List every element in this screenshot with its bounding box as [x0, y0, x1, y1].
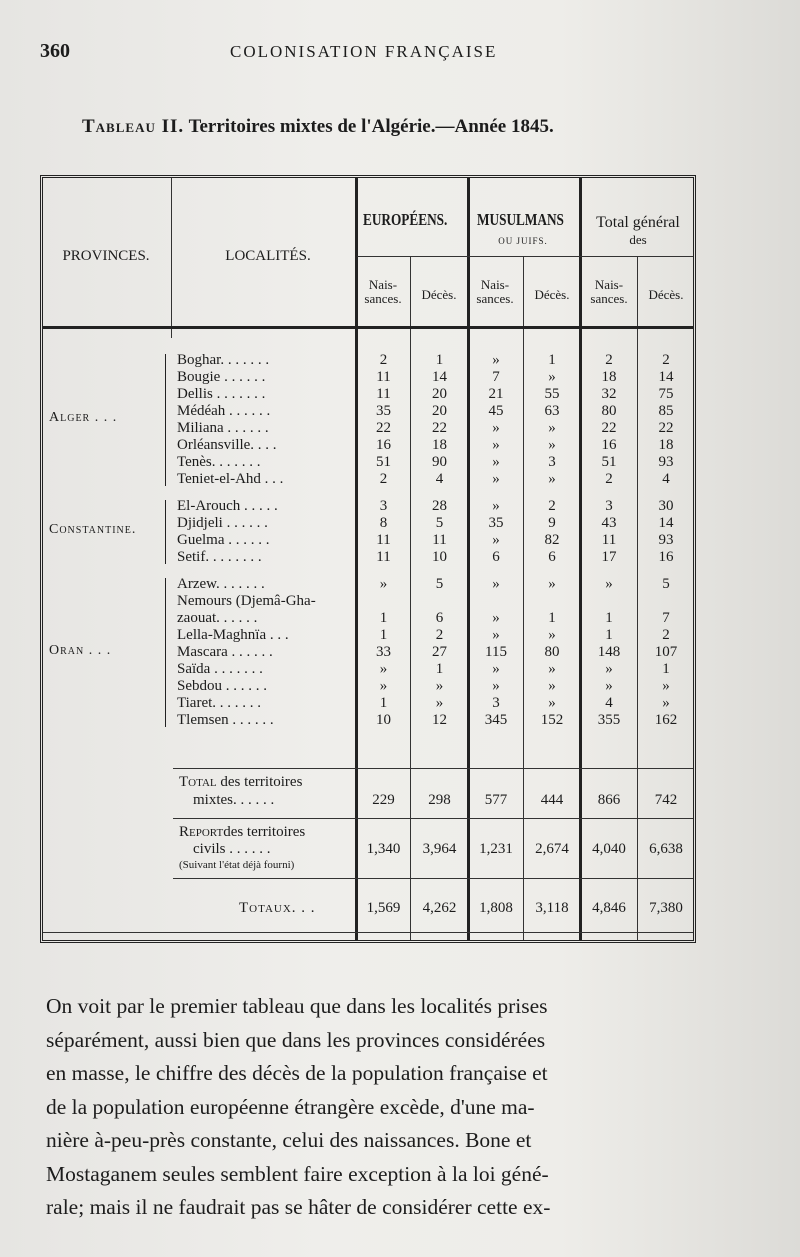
total-cell: 3,118	[535, 900, 569, 916]
table-cell: »	[379, 661, 388, 677]
total-mixtes-label	[179, 774, 302, 791]
table-cell: »	[548, 661, 556, 677]
table-cell: »	[548, 420, 556, 436]
table-cell: 8	[379, 515, 388, 531]
rule-header-mid	[357, 256, 693, 257]
locality-name: Lella-Maghnïa . . .	[177, 627, 289, 643]
table-cell: 11	[376, 549, 391, 565]
header-provinces: PROVINCES.	[62, 248, 150, 264]
table-row	[43, 420, 693, 437]
table-cell: 4	[605, 695, 613, 711]
header-localites: LOCALITÉS.	[225, 248, 311, 264]
table-cell: 33	[376, 644, 391, 660]
locality-name: Tlemsen . . . . . .	[177, 712, 274, 728]
body-text	[46, 990, 700, 1225]
table-cell: 1	[548, 610, 556, 626]
table-cell: 1	[435, 352, 444, 368]
table-cell: 6	[492, 549, 500, 565]
locality-name: Miliana . . . . . .	[177, 420, 269, 436]
table-cell: »	[548, 576, 556, 592]
table-cell: »	[492, 454, 500, 470]
table-cell: »	[605, 678, 613, 694]
table-cell: 3	[379, 498, 388, 514]
total-cell: 1,808	[479, 900, 513, 916]
table-cell: 20	[432, 386, 447, 402]
table-cell: 1	[379, 695, 388, 711]
header-eur-deces: Décès.	[421, 287, 457, 302]
table-cell: 2	[605, 471, 613, 487]
total-cell: 444	[540, 792, 564, 808]
header-mus-deces: Décès.	[534, 287, 570, 302]
table-cell: 20	[432, 403, 447, 419]
total-cell: 1,340	[366, 841, 401, 857]
total-cell: 577	[484, 792, 508, 808]
locality-name: Sebdou . . . . . .	[177, 678, 267, 694]
total-cell: 4,262	[422, 900, 457, 916]
table-cell: 7	[662, 610, 670, 626]
table-cell: 21	[488, 386, 504, 402]
report-label-rest: des territoires	[223, 824, 306, 840]
table-cell: 16	[601, 437, 617, 453]
table-cell: »	[492, 661, 500, 677]
rule-before-totaux	[173, 878, 693, 879]
body-text-line: en masse, le chiffre des décès de la population française et	[46, 1061, 548, 1085]
header-tot-deces: Décès.	[648, 287, 684, 302]
table-cell: »	[492, 627, 500, 643]
table-cell: »	[548, 369, 556, 385]
table-cell: »	[548, 627, 556, 643]
totaux-label: Totaux. . .	[239, 900, 316, 916]
table-cell: 6	[548, 549, 556, 565]
table-cell: 85	[658, 403, 674, 419]
table-cell: 2	[435, 627, 444, 643]
data-table	[40, 175, 696, 943]
table-cell: 11	[376, 386, 391, 402]
table-cell: 2	[662, 627, 670, 643]
table-row	[43, 386, 693, 403]
locality-name: Mascara . . . . . .	[177, 644, 273, 660]
table-cell: 2	[605, 352, 613, 368]
header-total-line1: Total général	[596, 214, 680, 231]
table-cell: 22	[432, 420, 447, 436]
table-cell: 107	[654, 644, 678, 660]
table-cell: 32	[601, 386, 617, 402]
locality-name: El-Arouch . . . . .	[177, 498, 278, 514]
total-cell: 1,231	[479, 841, 513, 857]
total-cell: 3,964	[422, 841, 457, 857]
table-row	[43, 515, 693, 532]
table-cell: »	[379, 576, 388, 592]
table-cell: 1	[548, 352, 556, 368]
locality-name: Nemours (Djemâ-Gha-	[177, 593, 316, 609]
table-cell: 16	[658, 549, 674, 565]
rule-table-bottom	[43, 932, 693, 933]
table-cell: 28	[432, 498, 447, 514]
table-cell: 63	[544, 403, 560, 419]
header-mus-naissances: Nais-sances.	[476, 277, 514, 306]
table-cell: 152	[540, 712, 564, 728]
table-cell: 12	[432, 712, 447, 728]
table-cell: »	[492, 420, 500, 436]
table-cell: 82	[544, 532, 560, 548]
table-row	[43, 678, 693, 695]
table-cell: 35	[376, 403, 391, 419]
table-cell: 9	[548, 515, 556, 531]
table-cell: 162	[654, 712, 678, 728]
table-cell: 3	[492, 695, 500, 711]
table-cell: 2	[548, 498, 556, 514]
header-musulmans: MUSULMANS	[477, 210, 564, 229]
report-label	[179, 824, 305, 841]
province-name: Alger . . .	[49, 410, 118, 425]
table-cell: 45	[488, 403, 504, 419]
locality-name: Guelma . . . . . .	[177, 532, 270, 548]
table-row	[43, 454, 693, 471]
table-row	[43, 352, 693, 369]
table-cell: 80	[601, 403, 617, 419]
table-cell: 1	[435, 661, 444, 677]
table-cell: »	[492, 576, 500, 592]
table-caption-label: Tableau II.	[82, 116, 185, 137]
total-mixtes-label-rest: des territoires	[220, 774, 303, 790]
running-head	[40, 40, 740, 64]
running-title: COLONISATION FRANÇAISE	[230, 42, 498, 61]
table-cell: 51	[601, 454, 617, 470]
table-cell: »	[662, 678, 670, 694]
table-cell: 14	[658, 369, 674, 385]
table-cell: 75	[658, 386, 674, 402]
table-cell: 148	[597, 644, 621, 660]
table-cell: 11	[376, 369, 391, 385]
table-cell: 1	[379, 610, 388, 626]
province-name: Oran . . .	[49, 642, 112, 658]
table-cell: »	[548, 678, 556, 694]
table-row	[43, 437, 693, 454]
table-row	[43, 576, 693, 593]
total-cell: 6,638	[649, 841, 683, 857]
table-cell: 17	[601, 549, 617, 565]
table-cell: 115	[485, 644, 507, 660]
table-cell: 3	[548, 454, 556, 470]
table-cell: 5	[435, 515, 444, 531]
body-text-line: On voit par le premier tableau que dans les localités prises	[46, 994, 548, 1018]
page-number: 360	[40, 40, 70, 62]
province-brace	[165, 500, 172, 564]
locality-name: Djidjeli . . . . . .	[177, 515, 268, 531]
table-cell: »	[605, 576, 613, 592]
table-cell: 2	[379, 352, 388, 368]
table-cell: »	[492, 498, 500, 514]
table-row	[43, 661, 693, 678]
body-text-line: rale; mais il ne faudrait pas se hâter de considérer cette ex-	[46, 1195, 551, 1219]
table-cell: 14	[432, 369, 447, 385]
table-cell: »	[435, 678, 444, 694]
table-cell: 90	[432, 454, 447, 470]
table-cell: »	[548, 471, 556, 487]
locality-name: Boghar. . . . . . .	[177, 352, 270, 368]
table-cell: 7	[492, 369, 500, 385]
table-cell: »	[492, 610, 500, 626]
table-cell: 11	[376, 532, 391, 548]
body-text-line: Mostaganem seules semblent faire exception à la loi géné-	[46, 1161, 549, 1186]
locality-name: zaouat. . . . . .	[177, 610, 258, 626]
table-cell: 1	[605, 610, 613, 626]
table-caption-text: Territoires mixtes de l'Algérie.—Année 1845.	[188, 116, 554, 137]
header-eur-naissances: Nais-sances.	[364, 277, 402, 306]
locality-name: Teniet-el-Ahd . . .	[177, 471, 284, 487]
header-europeens: EUROPÉENS.	[363, 210, 448, 229]
table-cell: 80	[544, 644, 560, 660]
locality-name: Tenès. . . . . . .	[177, 454, 261, 470]
rule-before-report	[173, 818, 693, 819]
table-row	[43, 471, 693, 488]
table-cell: »	[435, 695, 444, 711]
locality-name: Tiaret. . . . . . .	[177, 695, 262, 711]
table-cell: »	[492, 437, 500, 453]
table-row	[43, 369, 693, 386]
table-cell: »	[662, 695, 670, 711]
table-cell: 10	[432, 549, 447, 565]
table-cell: »	[548, 695, 556, 711]
table-cell: 27	[432, 644, 447, 660]
table-cell: 14	[658, 515, 674, 531]
table-cell: 1	[379, 627, 388, 643]
table-row	[43, 695, 693, 712]
table-cell: 4	[435, 471, 444, 487]
table-cell: 2	[379, 471, 388, 487]
table-cell: 22	[601, 420, 617, 436]
table-cell: 55	[544, 386, 560, 402]
rule-before-total	[173, 768, 693, 769]
locality-name: Saïda . . . . . . .	[177, 661, 263, 677]
table-cell: 355	[597, 712, 621, 728]
table-cell: 18	[601, 369, 617, 385]
table-cell: »	[379, 678, 388, 694]
header-tot-naissances: Nais-sances.	[590, 277, 628, 306]
table-cell: 93	[658, 454, 674, 470]
table-cell: 1	[605, 627, 613, 643]
table-cell: 11	[432, 532, 447, 548]
total-cell: 4,040	[592, 841, 626, 857]
total-cell: 2,674	[535, 841, 569, 857]
province-brace	[165, 354, 172, 486]
total-cell: 866	[597, 792, 621, 808]
table-caption	[82, 116, 722, 138]
table-cell: »	[492, 678, 500, 694]
report-note: (Suivant l'état déjà fourni)	[179, 859, 295, 871]
total-cell: 298	[428, 792, 451, 808]
table-cell: 345	[484, 712, 508, 728]
table-row	[43, 644, 693, 661]
table-cell: 22	[376, 420, 391, 436]
total-cell: 742	[654, 792, 678, 808]
table-cell: 18	[432, 437, 447, 453]
locality-name: Setif. . . . . . . .	[177, 549, 262, 565]
table-cell: 51	[376, 454, 391, 470]
table-cell: 5	[662, 576, 670, 592]
table-cell: »	[492, 532, 500, 548]
table-cell: 2	[662, 352, 670, 368]
table-cell: »	[605, 661, 613, 677]
table-cell: 35	[488, 515, 504, 531]
table-cell: 5	[435, 576, 444, 592]
table-row	[43, 712, 693, 729]
total-cell: 7,380	[649, 900, 683, 916]
table-cell: 6	[435, 610, 444, 626]
total-cell: 1,569	[366, 900, 401, 916]
locality-name: Orléansville. . . .	[177, 437, 277, 453]
table-cell: 30	[658, 498, 674, 514]
locality-name: Médéah . . . . . .	[177, 403, 271, 419]
table-cell: »	[548, 437, 556, 453]
body-text-line: de la population européenne étrangère excède, d'une ma-	[46, 1094, 535, 1119]
locality-name: Dellis . . . . . . .	[177, 386, 266, 402]
table-cell: 3	[605, 498, 613, 514]
body-text-line: nière à-peu-près constante, celui des naissances. Bone et	[46, 1128, 532, 1152]
table-cell: 43	[601, 515, 617, 531]
table-row	[43, 532, 693, 549]
total-mixtes-label2: mixtes. . . . . .	[193, 792, 275, 808]
table-cell: 11	[601, 532, 617, 548]
table-cell: 10	[376, 712, 391, 728]
total-mixtes-label-sc: Total	[179, 774, 217, 790]
header-musulmans-sub: OU JUIFS.	[498, 236, 548, 246]
total-cell: 4,846	[592, 900, 626, 916]
table-row	[43, 593, 693, 610]
table-cell: 16	[376, 437, 391, 453]
table-cell: 1	[662, 661, 670, 677]
report-label-sc: Report	[179, 824, 224, 840]
table-row	[43, 549, 693, 566]
table-row	[43, 498, 693, 515]
table-row	[43, 627, 693, 644]
table-row	[43, 610, 693, 627]
rule-header-bottom	[43, 326, 693, 329]
table-cell: »	[492, 471, 500, 487]
table-cell: 18	[658, 437, 674, 453]
province-name: Constantine.	[49, 522, 137, 537]
table-row	[43, 403, 693, 420]
body-text-line: séparément, aussi bien que dans les provinces considérées	[46, 1027, 546, 1052]
report-label2: civils . . . . . .	[193, 841, 271, 857]
locality-name: Bougie . . . . . .	[177, 369, 266, 385]
locality-name: Arzew. . . . . . .	[177, 576, 265, 592]
province-brace	[165, 578, 172, 727]
table-cell: 4	[662, 471, 670, 487]
header-total-line2: des	[629, 232, 647, 247]
table-cell: »	[492, 352, 500, 368]
rule-prov-loc	[171, 178, 172, 338]
total-cell: 229	[372, 792, 395, 808]
table-cell: 22	[658, 420, 674, 436]
table-cell: 93	[658, 532, 674, 548]
